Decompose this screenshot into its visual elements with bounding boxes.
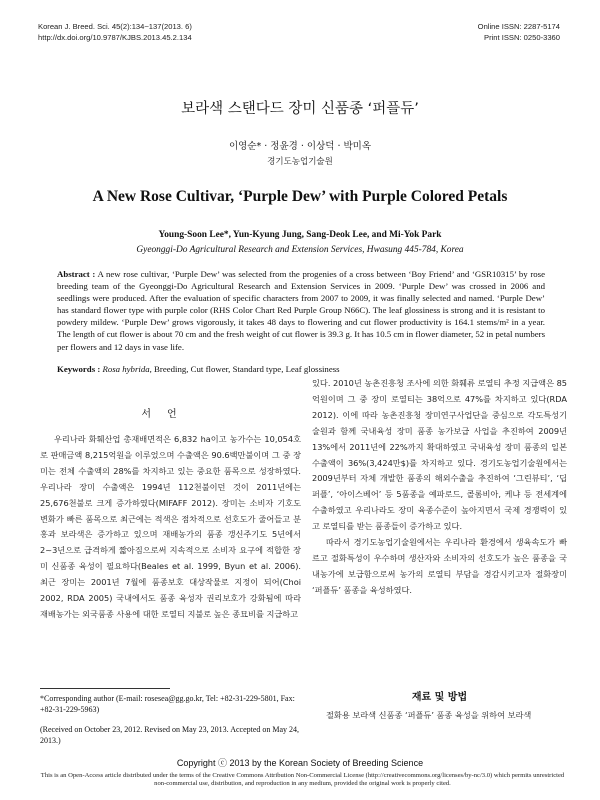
body-column-left bbox=[40, 432, 301, 680]
intro-paragraph-2: 따라서 경기도농업기술원에서는 우리나라 환경에서 생육속도가 빠르고 절화특성이 우수하며 생산자와 소비자의 선호도가 높은 품종을 국내농가에 보급함으로써 농가의 로열티 부담을 경감시키고자 절화장미 ‘퍼플듀’ 품종을 육성하였다. bbox=[312, 537, 567, 595]
title-korean: 보라색 스탠다드 장미 신품종 ‘퍼플듀’ bbox=[181, 101, 419, 117]
footnote-divider bbox=[40, 688, 170, 689]
keywords-label: Keywords : bbox=[57, 364, 101, 374]
methods-paragraph: 절화용 보라색 신품종 ‘퍼플듀’ 품종 육성을 위하여 보라색 bbox=[326, 710, 532, 720]
journal-header-right bbox=[478, 21, 560, 43]
footnote-dates: (Received on October 23, 2012. Revised on May 23, 2013. Accepted on May 24, 2013.) bbox=[40, 725, 300, 746]
doi-link[interactable]: http://dx.doi.org/10.9787/KJBS.2013.45.2.134 bbox=[38, 33, 192, 42]
institution-english: Gyeonggi-Do Agricultural Research and Extension Services, Hwasung 445-784, Korea bbox=[136, 245, 464, 255]
keywords bbox=[57, 364, 545, 374]
body-column-right bbox=[312, 376, 567, 656]
abstract-text: A new rose cultivar, ‘Purple Dew’ was selected from the progenies of a cross between ‘Boy Friend’ and ‘GSR10315’ by rose breeding team of the Gyeonggi-Do Agricultural Research and Extension Services in 2009. ‘Purple Dew’ was crossed in 2006 and seedlings were produced. After the evaluation of specific characters from 2007 to 2009, it was finally selected and named. ‘Purple Dew’ has standard flower type with purple color (RHS Color Chart Red Purple Group N66C). The leaf glossiness is strong and it is resistant to powdery mildew. ‘Purple Dew’ grows vigorously, it takes 48 days to flowering and cut flower productivity is 164.1 stems/m² in a year. The length of cut flower is about 70 cm and the fresh weight of cut flower is 39.3 g. It has 10.5 cm in flower diameter, 52 in petal numbers per flowers and 12 days in vase life. bbox=[57, 269, 545, 352]
footnote-corresponding-author: *Corresponding author (E-mail: rosesea@gg.go.kr, Tel: +82-31-229-5801, Fax: +82-31-229-5963) bbox=[40, 694, 295, 715]
authors-english: Young-Soon Lee*, Yun-Kyung Jung, Sang-Deok Lee, and Mi-Yok Park bbox=[158, 230, 442, 240]
intro-paragraph-continued: 있다. 2010년 농촌진흥청 조사에 의한 화훼류 로열티 추정 지급액은 85억원이며 그 중 장미 로열티는 38억으로 47%를 차지하고 있다(RDA 2012). 이에 따라 농촌진흥청 장미연구사업단을 중심으로 각도특성기술원과 함께 국내육성 장미 품종 농가보급 사업을 추진하여 2009년 13%에서 2011년에 22%까지 확대하였고 국내육성 장미 품종의 일본 수출액이 36%(3,424만$)를 차지하고 있다. 경기도농업기술원에서는 2009년부터 자체 개발한 품종의 해외수출을 추진하여 ‘그린뷰티’, ‘딥퍼플’, ‘아이스베어’ 등 5품종을 예파로드, 콜롬비아, 케냐 등 전세계에 수출하였고 우리나라도 장미 육종수준이 높아지면서 국제 경쟁력이 있고 로열티를 받는 품종들이 증가하고 있다. bbox=[312, 378, 567, 532]
online-issn: Online ISSN: 2287-5174 bbox=[477, 22, 560, 31]
abstract bbox=[57, 268, 545, 353]
section-heading-introduction: 서언 bbox=[141, 409, 193, 420]
section-heading-methods: 재료 및 방법 bbox=[411, 692, 468, 703]
authors-korean: 이영순* · 정윤경 · 이상덕 · 박미옥 bbox=[228, 141, 372, 152]
intro-paragraph-1: 우리나라 화훼산업 총재배면적은 6,832 ha이고 농가수는 10,054호로 판매금액 8,215억원을 이루었으며 수출액은 90.6백만불이며 그 중 장미는 전체 수출액의 28%를 차지하고 있는 중요한 품목으로 성장하였다. 우리나라 장미 수출액은 1994년 112천불이던 것이 2011년에는 25,676천불로 크게 증가하였다(MIFAFF 2012). 장미는 소비자 기호도 변화가 빠른 품목으로 최근에는 적색은 점차적으로 선호도가 줄어들고 분홍과 보라색은 증가하고 있으며 재배농가의 품종 갱신주기도 5년에서 2~3년으로 급격하게 짧아짐으로써 지속적으로 소비자 요구에 적합한 장미 신품종 육성이 필요하다(Beales et al. 1999, Byun et al. 2006). 최근 장미는 2001년 7월에 품종보호 대상작물로 지정이 되어(Choi 2002, RDA 2005) 국내에서도 품종 육성자 권리보호가 강화됨에 따라 재배농가는 외국품종 사용에 대한 로열티 지불로 높은 종묘비를 지급하고 bbox=[40, 434, 301, 619]
journal-header-left bbox=[38, 21, 192, 43]
print-issn: Print ISSN: 0250-3360 bbox=[484, 33, 560, 42]
keywords-list: , Breeding, Cut flower, Standard type, Leaf glossiness bbox=[149, 364, 340, 374]
keyword-species: Rosa hybrida bbox=[102, 364, 150, 374]
journal-citation: Korean J. Breed. Sci. 45(2):134~137(2013. 6) bbox=[38, 22, 192, 31]
abstract-label: Abstract : bbox=[57, 269, 96, 279]
copyright-line: Copyright ⓒ 2013 by the Korean Society of Breeding Science bbox=[176, 758, 424, 768]
license-notice: This is an Open-Access article distributed under the terms of the Creative Commons Attribution Non-Commercial License (http://creativecommons.org/licenses/by-nc/3.0) which permits unrestricted non-commercial use, distribution, and reproduction in any medium, provided the original work is properly cited. bbox=[40, 772, 565, 788]
title-english: A New Rose Cultivar, ‘Purple Dew’ with Purple Colored Petals bbox=[92, 188, 508, 205]
institution-korean: 경기도농업기술원 bbox=[267, 157, 333, 167]
